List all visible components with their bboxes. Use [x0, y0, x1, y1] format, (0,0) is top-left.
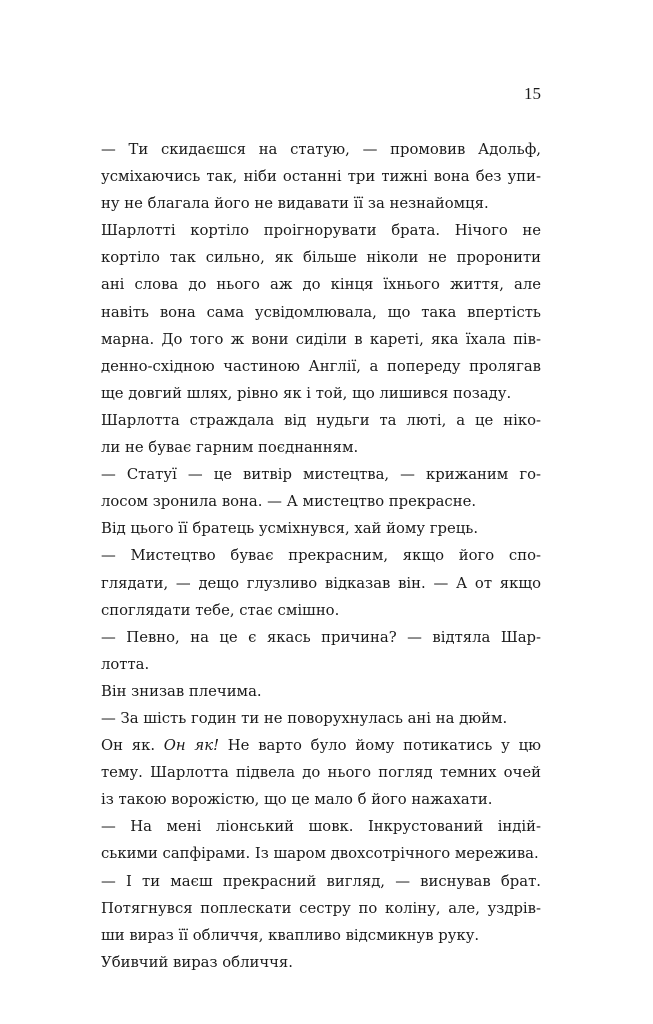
text-line: ськими сапфірами. Із шаром двохсотрічного мереживa.: [101, 845, 539, 863]
text-line: — Мистецтво буває прекрасним, якщо його спо-: [101, 547, 541, 565]
text-line: — Ти скидаєшся на статую, — промовив Адольф,: [101, 141, 541, 158]
text-line: споглядати тебе, стає смішно.: [101, 601, 340, 619]
text-line: ще довгий шлях, рівно як і той, що лишився позаду.: [101, 384, 512, 402]
text-line: ли не буває гарним поєднанням.: [101, 439, 359, 457]
text-line: кортіло так сильно, як більше ніколи не проронити: [101, 249, 541, 267]
body-text: [101, 136, 541, 976]
page-number: 15: [524, 84, 541, 103]
text-line: Шарлотті кортіло проігнорувати брата. Нічого не: [101, 222, 541, 240]
text-line: тему. Шарлотта підвела до нього погляд темних очей: [101, 764, 541, 782]
text-line: — Статуї — це витвір мистецтва, — крижаним го-: [101, 466, 541, 484]
text-line: — І ти маєш прекрасний вигляд, — виснував брат.: [101, 872, 541, 890]
text-line: Від цього її братець усміхнувся, хай йому грець.: [101, 520, 479, 538]
text-line: — Певно, на це є якась причина? — відтяла Шар-: [101, 628, 541, 646]
text-line: Убивчий вираз обличчя.: [101, 953, 293, 971]
text-line: Шарлотта страждала від нудьги та люті, а це ніко-: [101, 411, 541, 429]
text-line: усміхаючись так, ніби останні три тижні вона без упи-: [101, 168, 541, 186]
text-line: Він знизав плечима.: [101, 682, 262, 700]
text-line: Потягнувся поплескати сестру по коліну, але, уздрів-: [101, 899, 541, 917]
text-line: [101, 732, 541, 759]
text-line: ані слова до нього аж до кінця їхнього життя, але: [101, 276, 541, 294]
text-line: ну не благала його не видавати її за незнайомця.: [101, 195, 489, 213]
text-line: із такою ворожістю, що це мало б його нажахати.: [101, 791, 493, 809]
text-line: ши вираз її обличчя, квапливо відсмикнув руку.: [101, 926, 480, 944]
text-line: — На мені ліонський шовк. Інкрустований індій-: [101, 818, 541, 836]
text-line: денно-східною частиною Англії, а попереду пролягав: [101, 357, 541, 375]
text-line: — За шість годин ти не поворухнулась ані на дюйм.: [101, 709, 508, 727]
text-line: марна. До того ж вони сиділи в кареті, яка їхала пів-: [101, 330, 541, 348]
text-line: лотта.: [101, 655, 150, 673]
text-segment: Не варто було йому потикатись у цю: [219, 737, 541, 755]
text-line: глядати, — дещо глузливо відказав він. — А от якщо: [101, 574, 541, 592]
text-segment: Он як.: [101, 737, 164, 755]
italic-segment: Он як!: [163, 737, 220, 755]
text-line: лосом зронила вона. — А мистецтво прекрасне.: [101, 493, 477, 511]
text-line: навіть вона сама усвідомлювала, що така впертість: [101, 303, 541, 321]
